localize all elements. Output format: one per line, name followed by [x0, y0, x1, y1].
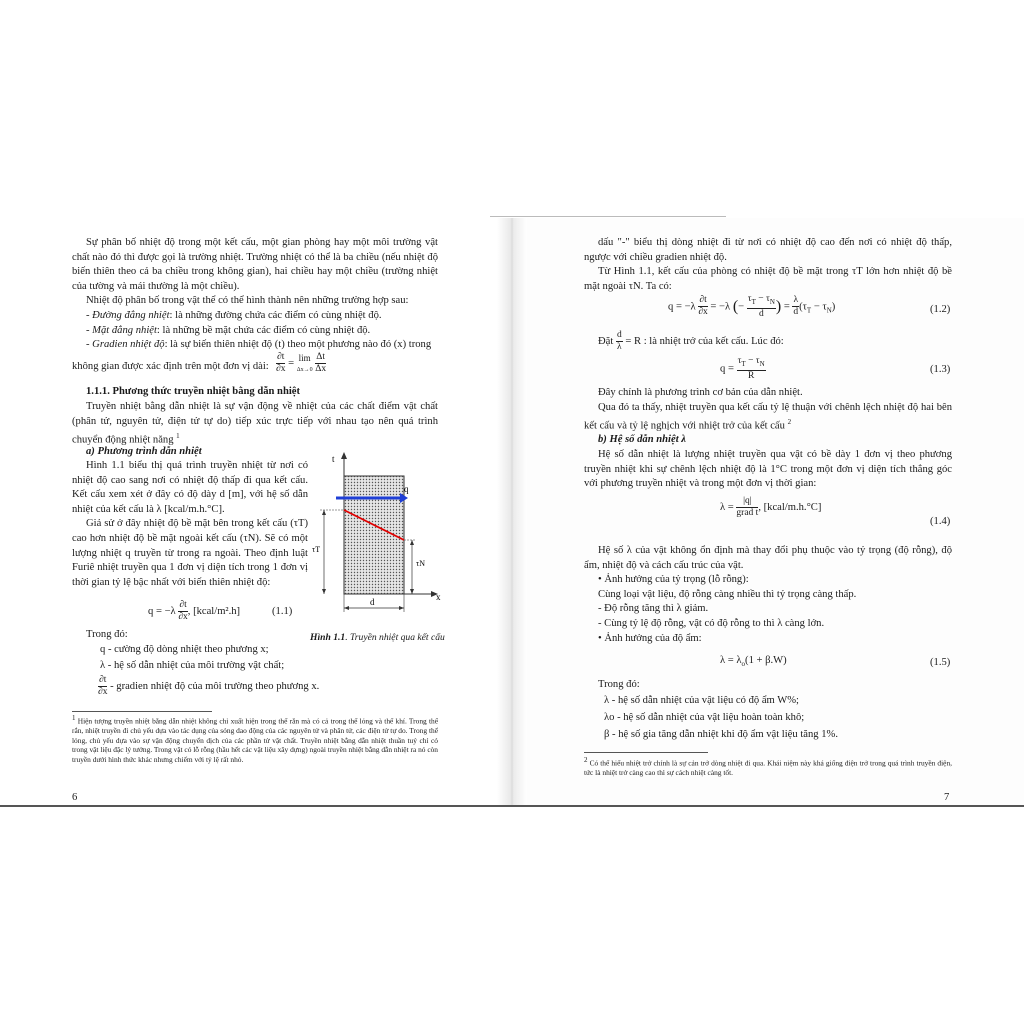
equation-1-1: q = −λ $\frac{\partial t}{\partial x}$ , [kcal/m².h] [148, 600, 241, 622]
section-heading-1-1-1: 1.1.1. Phương thức truyền nhiệt bằng dẫn nhiệt [86, 386, 301, 397]
label-tauT: τT [312, 545, 321, 554]
right-para-5-block [584, 448, 952, 492]
left-para-3-text: Truyền nhiệt bằng dẫn nhiệt là sự vận động về nhiệt của các chất điểm vật chất (phân tử, nguyên tử, điện tử tự do) tiếp xúc trực tiếp với nhau tạo nên quá trình chuyển động nhiệt năng [72, 401, 438, 446]
page-edge-line [490, 216, 726, 217]
left-para-2: Nhiệt độ phân bố trong vật thể có thể hình thành nên những trường hợp sau: [86, 295, 409, 307]
label-tauN: τN [416, 559, 425, 568]
right-bullet-2: Cùng loại vật liệu, độ rỗng càng nhiều thì tỷ trọng càng thấp. [598, 588, 857, 600]
left-def-2: λ - hệ số dẫn nhiệt của môi trường vật chất; [100, 660, 285, 671]
right-para-4: Qua đó ta thấy, nhiệt truyền qua kết cấu tỷ lệ thuận với chênh lệch nhiệt độ hai bên kết cấu và tỷ lệ nghịch với nhiệt trở của kết cấu [584, 401, 952, 432]
subheading-a: a) Phương trình dẫn nhiệt [86, 446, 202, 457]
right-trong-do: Trong đó: [598, 679, 640, 690]
right-para-6: Hệ số λ của vật không ổn định mà thay đổi phụ thuộc vào tỷ trọng (độ rỗng), độ ẩm, nhiệt độ và cách cấu trúc của vật. [584, 545, 952, 571]
label-t: t [332, 454, 335, 464]
left-bullet-2 [72, 324, 438, 339]
dat-text: : là nhiệt trở của kết cấu. Lúc đó: [643, 335, 784, 347]
left-bullet-1 [72, 309, 438, 324]
term-isotherm-surface: - Mặt đẳng nhiệt [86, 324, 157, 336]
equation-1-5-number: (1.5) [930, 657, 951, 668]
right-bullet-1: • Ảnh hưởng của tỷ trọng (lỗ rỗng): [598, 574, 749, 586]
left-para-1: Sự phân bố nhiệt độ trong một kết cấu, một gian phòng hay một môi trường vật chất nào đó thì được gọi là trường nhiệt. Trường nhiệt có thể là ba chiều (nếu nhiệt độ biến thiên theo cả ba chiều trong không gian), hai chiều hay một chiều (trường nhiệt của tường và mái thường là một chiều). [72, 237, 438, 292]
right-def-3: β - hệ số gia tăng dẫn nhiệt khi độ ẩm vật liệu tăng 1%. [604, 729, 838, 740]
equation-1-4-number: (1.4) [930, 516, 951, 527]
page-number-right: 7 [944, 792, 950, 803]
left-trong-do: Trong đó: [86, 629, 128, 640]
left-footnote-mark: 1 [72, 714, 76, 722]
right-footnote [584, 756, 952, 778]
eq4-unit: , [kcal/m.h.°C] [758, 501, 822, 513]
left-bullet-2-text: : là những bề mặt chứa các điểm có cùng nhiệt độ. [156, 324, 371, 336]
right-para-2: Từ Hình 1.1, kết cấu của phòng có nhiệt độ bề mặt trong τT lớn hơn nhiệt độ bề mặt ngoài τN. Ta có: [584, 266, 952, 292]
right-bullet-4: - Cùng tỷ lệ độ rỗng, vật có độ rỗng to thì λ càng lớn. [598, 617, 825, 629]
right-footnote-rule [584, 752, 708, 753]
right-para-1: dấu "-" biểu thị dòng nhiệt đi từ nơi có nhiệt độ cao đến nơi có nhiệt độ thấp, ngược với chiều gradien nhiệt độ. [584, 237, 952, 263]
left-def-3: $\frac{\partial t}{\partial x}$ - gradien nhiệt độ của môi trường theo phương x. [98, 675, 320, 697]
left-footnote-text: Hiện tượng truyền nhiệt bằng dẫn nhiệt không chỉ xuất hiện trong thể rắn mà có cả trong thể lỏng và thể khí. Trong thể rắn, nhiệt truyền đi chủ yếu dựa vào tác dụng của sóng dao động của các nguyên tử và phân tử, các điện tử tự do. Trong thể lỏng, chủ yếu dựa vào sự vận động chuyển dịch của các phần tử vật chất. Truyền nhiệt bằng dẫn nhiệt thuần tuý chỉ có trong vật liệu đặc lý tưởng. Trong vật có lỗ rỗng (hầu hết các vật liệu xây dựng) ngoài truyền nhiệt bằng dẫn nhiệt ra nó còn truyền dưới hình thức khác nhưng chiếm với tỷ lệ rất nhỏ. [72, 716, 438, 764]
subheading-b: b) Hệ số dẫn nhiệt λ [598, 434, 686, 445]
label-d: d [370, 597, 375, 607]
right-body-mid [584, 386, 952, 434]
right-body-lower [584, 544, 952, 646]
left-def-3-text: - gradien nhiệt độ của môi trường theo phương x. [110, 680, 320, 692]
right-def-2: λo - hệ số dẫn nhiệt của vật liệu hoàn toàn khô; [604, 712, 805, 723]
right-para-3: Đây chính là phương trình cơ bản của dẫn nhiệt. [598, 387, 803, 398]
right-footnote-mark: 2 [584, 756, 588, 764]
figure-1-1-caption [310, 632, 445, 643]
right-para-5: Hệ số dẫn nhiệt là lượng nhiệt truyền qua vật có bề dày 1 đơn vị theo phương truyền nhiệt khi sự chênh lệch nhiệt độ là 1°C trong một đơn vị diện tích thẳng góc với phương truyền nhiệt và trong một đơn vị thời gian: [584, 449, 952, 490]
equation-1-3-number: (1.3) [930, 364, 951, 375]
dat-line: Đặt $\frac{d}{\lambda}$ = R : là nhiệt trở của kết cấu. Lúc đó: [598, 330, 784, 352]
left-para-4-block [72, 459, 308, 590]
gradient-formula: $\frac{\partial t}{\partial x}$ = lim Δx→0 $\frac{\Delta t}{\Delta x}$ [276, 352, 327, 374]
left-def-1: q - cường độ dòng nhiệt theo phương x; [100, 644, 269, 655]
label-q: q [404, 484, 409, 494]
left-bullet-3-text: : là sự biến thiên nhiệt độ (t) theo một phương nào đó (x) trong [164, 339, 432, 351]
left-para-4: Hình 1.1 biểu thị quá trình truyền nhiệt từ nơi có nhiệt độ cao sang nơi có nhiệt độ thấp đi qua kết cấu. Kết cấu xem xét ở đây có độ dày d [m], với hệ số dẫn nhiệt của kết cấu là λ [kcal/m.h.°C]. [72, 460, 308, 515]
book-bottom-edge [0, 805, 1024, 807]
right-bullet-5: • Ảnh hưởng của độ ẩm: [598, 632, 702, 644]
right-def-1: λ - hệ số dẫn nhiệt của vật liệu có độ ẩm W%; [604, 695, 799, 706]
left-body-top [72, 236, 438, 353]
left-para-5: Giả sử ở đây nhiệt độ bề mặt bên trong kết cấu (τT) cao hơn nhiệt độ bề mặt ngoài kết cấu (τN). Sẽ có một lượng nhiệt q truyền từ trong ra ngoài. Theo định luật Furiê nhiệt truyền qua 1 đơn vị diện tích trong 1 đơn vị thời gian tỷ lệ bậc nhất với biến thiên nhiệt độ: [72, 518, 308, 588]
dat-prefix: Đặt [598, 335, 614, 347]
figure-1-1 [308, 448, 458, 620]
term-gradient: - Gradien nhiệt độ [86, 339, 165, 351]
page-number-left: 6 [72, 792, 78, 803]
book-gutter [497, 218, 527, 806]
equation-1-5: $\lambda = \lambda_o(1 + \beta.W)$ [720, 655, 787, 669]
caption-text: . Truyền nhiệt qua kết cấu [345, 632, 445, 643]
caption-figure-label: Hình 1.1 [310, 632, 346, 643]
label-x: x [436, 592, 441, 602]
left-para-3 [72, 400, 438, 448]
right-footnote-text: Có thể hiểu nhiệt trở chính là sự cản trở dòng nhiệt đi qua. Khái niệm này khá giống điện trở trong quá trình truyền điện, tức là nhiệt trở càng cao thì sự cách nhiệt càng tốt. [584, 758, 952, 778]
equation-1-4: λ = $\frac{|q|}{\text{grad t}}$ , [kcal/m.h.°C] [720, 496, 822, 518]
left-footnote [72, 714, 438, 764]
right-body-top [584, 236, 952, 294]
eq1-unit: , [kcal/m².h] [187, 605, 241, 617]
left-bullet-3 [72, 338, 438, 353]
footnote-ref-1: 1 [176, 432, 180, 441]
equation-1-1-number: (1.1) [272, 606, 293, 617]
t-axis-arrow [341, 452, 347, 459]
footnote-ref-2: 2 [787, 418, 792, 427]
equation-1-2: q = −λ $\frac{\partial t}{\partial x}$ = −λ (− $\frac{\tau_T - \tau_N}{d}$ ) = $\frac{\lambda}{d}$ $(\tau_T - \tau_N)$ [668, 294, 836, 319]
equation-1-2-number: (1.2) [930, 304, 951, 315]
equation-1-3: q = $\frac{\tau_T - \tau_N}{R}$ [720, 356, 765, 381]
right-bullet-3: - Độ rỗng tăng thì λ giảm. [598, 603, 709, 615]
left-footnote-rule [72, 711, 212, 712]
left-bullet-3-line2: không gian được xác định trên một đơn vị dài: [72, 361, 269, 372]
left-bullet-1-text: : là những đường chứa các điểm có cùng nhiệt độ. [169, 309, 382, 321]
term-isotherm-line: - Đường đẳng nhiệt [86, 309, 170, 321]
